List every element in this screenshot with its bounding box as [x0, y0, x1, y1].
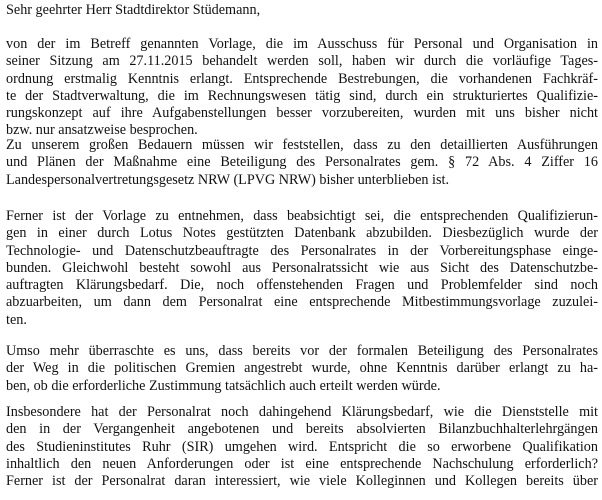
text-line: inhaltlich den neuen Anforderungen oder ist eine entsprechende Nachschulung erforderlich?: [6, 455, 598, 472]
text-line: von der im Betreff genannten Vorlage, die im Ausschuss für Personal und Organisation in: [6, 36, 598, 52]
text-line: gen in einer durch Lotus Notes gestützten Datenbank abzubilden. Diesbezüglich wurde der: [6, 225, 598, 242]
paragraph-1: [6, 36, 598, 140]
text-line: ordnung erstmalig Kenntnis erlangt. Entsprechende Bestrebungen, die vorhandenen Fachkräf-: [6, 70, 598, 87]
paragraph-5: [6, 404, 598, 490]
text-line: Umso mehr überraschte es uns, dass bereits vor der formalen Beteiligung des Personalrates: [6, 343, 598, 359]
text-line: der Weg in die politischen Gremien angestrebt wurde, ohne Kenntnis darüber erlangt zu ha-: [6, 360, 598, 377]
text-line: te der Stadtverwaltung, die im Rechnungswesen tätig sind, durch ein strukturiertes Qualifizie-: [6, 87, 598, 104]
text-line: und Plänen der Maßnahme eine Beteiligung des Personalrates gem. § 72 Abs. 4 Ziffer 16: [6, 154, 598, 171]
text-line: Ferner ist der Vorlage zu entnehmen, dass beabsichtigt sei, die entsprechenden Qualifizierun-: [6, 208, 598, 224]
text-line: Ferner ist der Personalrat daran interessiert, wie viele Kolleginnen und Kollegen bereits über: [6, 473, 598, 490]
text-line: Technologie- und Datenschutzbeauftragte des Personalrates in der Vorbereitungsphase einge-: [6, 242, 598, 259]
text-line: bunden. Gleichwohl besteht sowohl aus Personalratssicht wie aus Sicht des Datenschutzbe-: [6, 259, 598, 276]
paragraph-2: [6, 137, 598, 189]
text-line: ben, ob die erforderliche Zustimmung tatsächlich auch erteilt werden würde.: [6, 377, 441, 394]
text-line: abzuarbeiten, um dann dem Personalrat eine entsprechende Mitbestimmungsvorlage zuzulei-: [6, 294, 598, 311]
text-line: bzw. nur ansatzweise besprochen.: [6, 122, 198, 139]
text-line: Landespersonalvertretungsgesetz NRW (LPVG NRW) bisher unterblieben ist.: [6, 171, 449, 188]
text-line: ten.: [6, 311, 27, 328]
text-line: den in der Vergangenheit angebotenen und bereits absolvierten Bilanzbuchhalterlehrgängen: [6, 421, 598, 438]
text-line: auftragten Klärungsbedarf. Die, noch offenstehenden Fragen und Problemfelder sind noch: [6, 277, 598, 294]
letter-salutation: Sehr geehrter Herr Stadtdirektor Stüdemann,: [6, 2, 261, 18]
text-line: rungskonzept auf ihre Aufgabenstellungen besser vorzubereiten, wurden mit uns bisher nicht: [6, 105, 598, 122]
text-line: seiner Sitzung am 27.11.2015 behandelt werden soll, haben wir durch die vorläufige Tages-: [6, 53, 598, 70]
text-line: Zu unserem großen Bedauern müssen wir feststellen, dass zu den detaillierten Ausführungen: [6, 137, 598, 153]
paragraph-4: [6, 343, 598, 395]
text-line: des Studieninstitutes Ruhr (SIR) umgehen wird. Entspricht die so erworbene Qualifikation: [6, 438, 598, 455]
paragraph-3: [6, 208, 598, 329]
text-line: Insbesondere hat der Personalrat noch dahingehend Klärungsbedarf, wie die Dienststelle mit: [6, 404, 598, 420]
